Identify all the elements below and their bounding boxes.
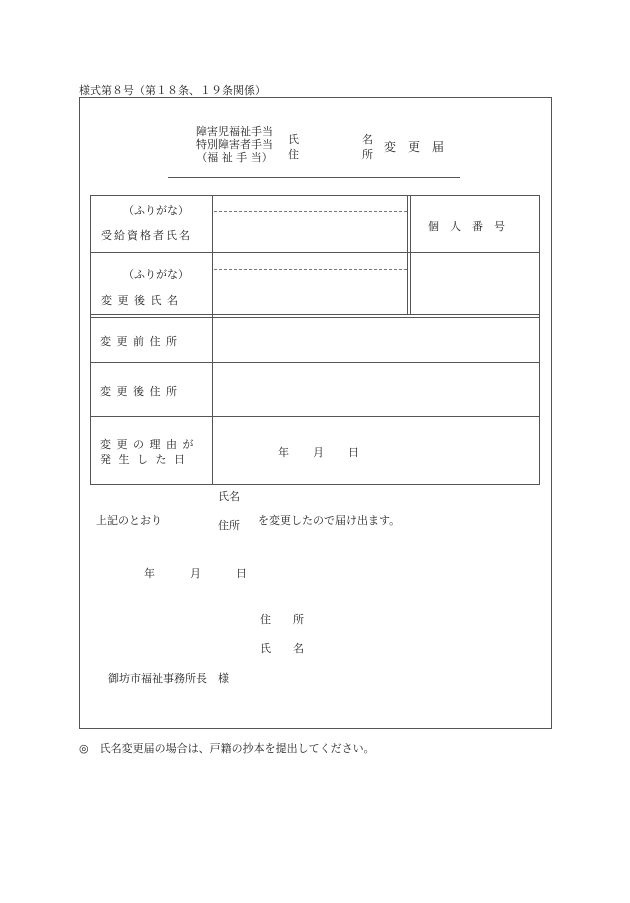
new-name-label: 変 更 後 氏 名 xyxy=(101,294,179,307)
table-row-divider-3 xyxy=(90,362,540,363)
personal-number-divider-b xyxy=(410,195,411,315)
table-row-divider-4 xyxy=(90,416,540,417)
statement-prefix: 上記のとおり xyxy=(96,514,162,527)
submission-year: 年 xyxy=(144,567,155,580)
recipient-name-field[interactable] xyxy=(216,213,406,251)
statement-option-address[interactable]: 住所 xyxy=(218,519,240,532)
title-ujo-bottom: 住 xyxy=(288,148,299,161)
new-address-field[interactable] xyxy=(216,365,536,414)
title-underline xyxy=(168,177,460,178)
old-address-label: 変 更 前 住 所 xyxy=(100,335,178,348)
reason-date-month: 月 xyxy=(313,446,324,459)
title-mei-bottom: 所 xyxy=(362,148,373,161)
submission-month: 月 xyxy=(190,567,201,580)
table-bottom-border xyxy=(90,484,540,485)
submission-day: 日 xyxy=(236,567,247,580)
table-row-divider-1 xyxy=(90,252,540,253)
reason-date-label-2: 発 生 し た 日 xyxy=(100,453,187,466)
footnote: ◎ 氏名変更届の場合は、戸籍の抄本を提出してください。 xyxy=(79,742,375,755)
form-number: 様式第８号（第１８条、１９条関係） xyxy=(79,84,266,97)
table-top-border xyxy=(90,195,540,196)
recipient-name-label: 受給資格者氏名 xyxy=(101,229,192,242)
addressee: 御坊市福祉事務所長 様 xyxy=(108,672,229,685)
furigana-dash-1 xyxy=(214,211,407,212)
personal-number-divider xyxy=(407,195,408,315)
table-right-border xyxy=(539,195,540,484)
form-title-kinds xyxy=(196,125,273,164)
statement-option-name[interactable]: 氏名 xyxy=(218,490,240,503)
personal-number-label: 個 人 番 号 xyxy=(428,220,505,233)
title-suffix: 変 更 届 xyxy=(384,140,445,154)
title-kind-1: 障害児福祉手当 xyxy=(196,125,273,138)
applicant-address-label: 住 所 xyxy=(260,613,304,626)
title-ujo-top: 氏 xyxy=(288,133,299,146)
recipient-furigana-field[interactable] xyxy=(216,198,406,210)
new-address-label: 変 更 後 住 所 xyxy=(100,385,178,398)
reason-date-label-1: 変 更 の 理 由 が xyxy=(100,438,195,451)
table-row-divider-2 xyxy=(90,314,540,315)
new-name-furigana-field[interactable] xyxy=(216,256,406,268)
furigana-dash-2 xyxy=(214,269,407,270)
table-label-divider xyxy=(212,195,213,484)
statement-suffix: を変更したので届け出ます。 xyxy=(258,514,401,527)
title-mei-top: 名 xyxy=(362,133,373,146)
new-name-field[interactable] xyxy=(216,272,406,312)
reason-date-year: 年 xyxy=(278,446,289,459)
furigana-label-2: （ふりがな） xyxy=(123,268,189,281)
applicant-name-label: 氏 名 xyxy=(260,642,304,655)
reason-date-day: 日 xyxy=(348,446,359,459)
old-address-field[interactable] xyxy=(216,320,536,360)
table-row-divider-2b xyxy=(90,317,540,318)
title-kind-2: 特別障害者手当 xyxy=(196,138,273,151)
table-left-border xyxy=(90,195,91,484)
furigana-label-1: （ふりがな） xyxy=(123,204,189,217)
personal-number-field[interactable] xyxy=(413,254,537,312)
title-kind-3: （福 祉 手 当） xyxy=(196,151,273,164)
